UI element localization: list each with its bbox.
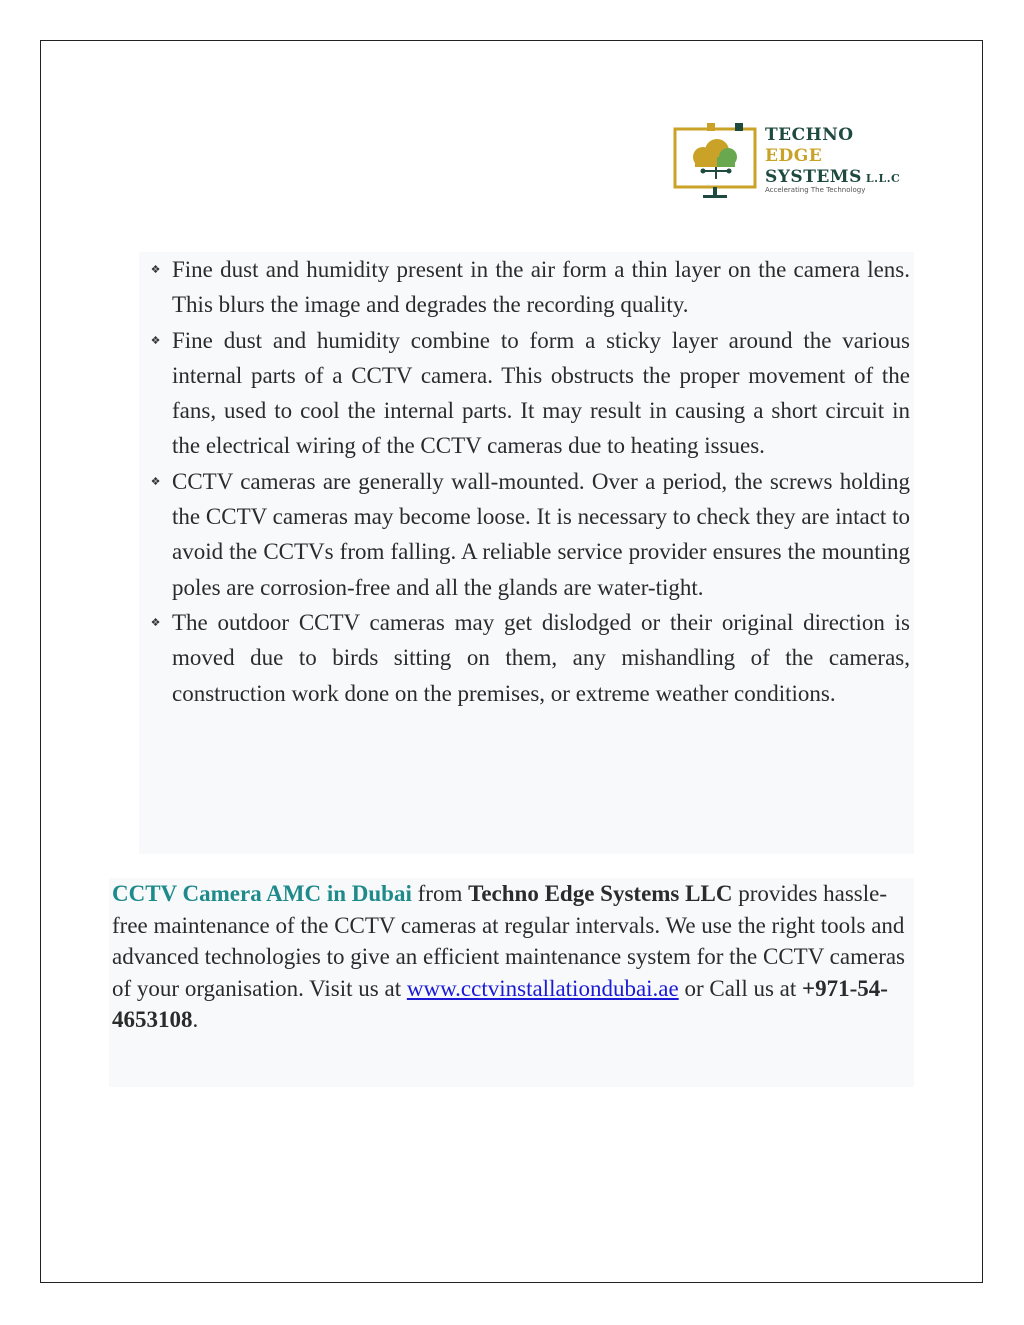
cta-call: or Call us at [678, 975, 803, 1001]
logo-emblem-icon [673, 121, 763, 203]
bullets-section [139, 252, 914, 854]
diamond-bullet-icon: ❖ [150, 263, 161, 276]
cta-paragraph [109, 878, 914, 1036]
logo-llc: L.L.C [865, 172, 901, 185]
logo-systems-word: SYSTEMS [765, 167, 862, 187]
company-logo [673, 121, 923, 203]
logo-tagline: Accelerating The Technology [765, 186, 866, 194]
cta-from: from [411, 881, 469, 906]
diamond-bullet-icon: ❖ [150, 333, 161, 347]
bullet-text: The outdoor CCTV cameras may get dislodged or their original direction is moved due to birds sitting on them, any mishandling of the cameras, construction work done on the premises, or extreme weather conditions. [172, 609, 910, 706]
bullet-text: CCTV cameras are generally wall-mounted. Over a period, the screws holding the CCTV cameras may become loose. It is necessary to check they are intact to avoid the CCTVs from falling. A reliable service provider ensures the mounting poles are corrosion-free and all the glands are water-tight. [172, 468, 910, 600]
list-item [139, 464, 914, 605]
bullet-list [139, 252, 914, 711]
cta-company-name: Techno Edge Systems LLC [468, 881, 733, 906]
logo-wordmark [765, 125, 900, 194]
diamond-bullet-icon: ❖ [150, 615, 161, 629]
list-item [139, 252, 914, 323]
call-to-action-section [109, 878, 914, 1087]
cta-body: provides hassle-free maintenance of the CCTV cameras at regular intervals. We use the right tools and advanced technologies to give an efficient maintenance system for the CCTV cameras of your organisation. Visit us at [112, 881, 906, 1001]
bullet-text: Fine dust and humidity present in the air form a thin layer on the camera lens. This blurs the image and degrades the recording quality. [172, 257, 910, 318]
cta-end: . [192, 1007, 199, 1032]
diamond-bullet-icon: ❖ [150, 474, 161, 488]
bullet-text: Fine dust and humidity combine to form a sticky layer around the various internal parts of a CCTV camera. This obstructs the proper movement of the fans, used to cool the internal parts. It may result in causing a short circuit in the electrical wiring of the CCTV cameras due to heating issues. [172, 327, 910, 459]
cta-heading: CCTV Camera AMC in Dubai [112, 881, 412, 906]
phone-number: +971-54-4653108 [112, 975, 888, 1032]
logo-line-edge: EDGE [765, 146, 823, 166]
list-item [139, 605, 914, 711]
list-item [139, 323, 914, 464]
website-link[interactable]: www.cctvinstallationdubai.ae [406, 975, 679, 1001]
logo-line-techno: TECHNO [765, 125, 854, 145]
